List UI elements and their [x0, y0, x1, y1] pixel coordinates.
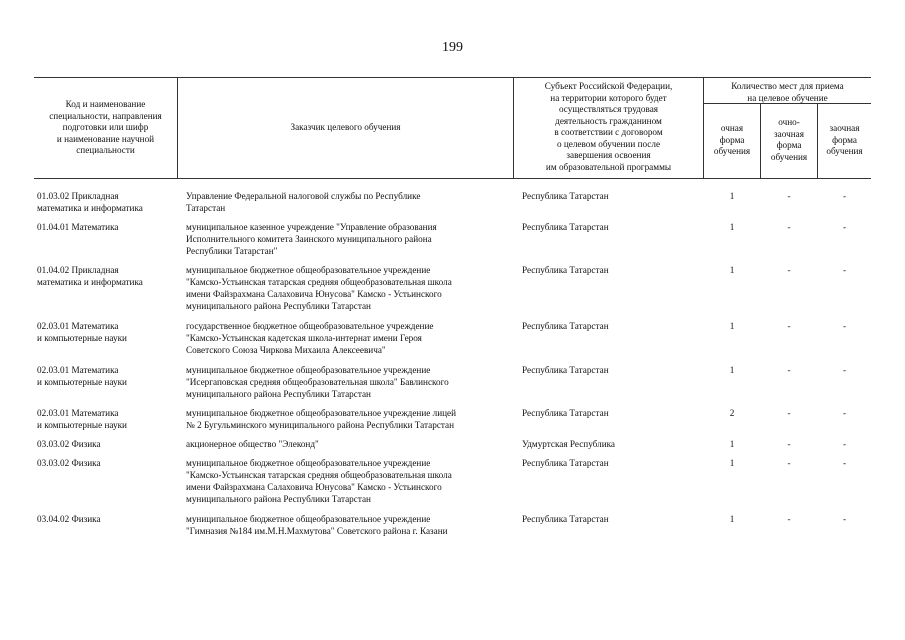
row-extramural-count: - — [842, 439, 847, 449]
row-code — [37, 438, 179, 450]
header-line: форма — [776, 140, 802, 150]
row-code — [37, 221, 179, 233]
row-code-line: 02.03.01 Математика — [37, 321, 119, 331]
header-code — [34, 99, 177, 157]
row-customer-line: "Гимназия №184 им.М.Н.Махмутова" Советского района г. Казани — [186, 526, 448, 536]
row-customer — [186, 407, 516, 431]
row-region: Удмуртская Республика — [522, 439, 616, 449]
header-line: специальности, направления — [49, 110, 162, 121]
header-line: о целевом обучении после — [556, 138, 661, 149]
row-region: Республика Татарстан — [522, 321, 609, 331]
row-customer-line: муниципального района Республики Татарстан — [186, 301, 371, 311]
row-customer — [186, 264, 516, 312]
header-line: обучения — [713, 146, 751, 156]
header-line: заочная — [829, 123, 860, 133]
row-customer-line: № 2 Бугульминского муниципального района Республики Татарстан — [186, 420, 455, 430]
row-code-line: 03.04.02 Физика — [37, 514, 101, 524]
row-part-time-count: - — [787, 321, 791, 331]
header-line: и наименование научной — [56, 133, 155, 144]
row-customer-line: "Камско-Устьинская татарская средняя общеобразовательная школа — [186, 277, 452, 287]
row-customer-line: Татарстан — [186, 203, 226, 213]
header-places — [704, 81, 871, 104]
row-code-line: 01.03.02 Прикладная — [37, 191, 119, 201]
row-customer-line: "Камско-Устьинская татарская средняя общеобразовательная школа — [186, 470, 452, 480]
row-code — [37, 264, 179, 288]
header-full-time — [704, 123, 760, 158]
row-customer-line: имени Файзрахмана Салаховича Юнусова" Камско - Устьинского — [186, 289, 442, 299]
row-extramural-count: - — [842, 365, 847, 375]
row-part-time-count: - — [787, 265, 791, 275]
row-code-line: и компьютерные науки — [37, 333, 127, 343]
row-customer-line: муниципальное бюджетное общеобразовательное учреждение — [186, 265, 431, 275]
row-full-time-count: 1 — [729, 365, 735, 375]
row-customer-line: муниципального района Республики Татарстан — [186, 494, 371, 504]
row-part-time-count: - — [787, 458, 791, 468]
row-region: Республика Татарстан — [522, 408, 609, 418]
row-part-time-count: - — [787, 222, 791, 232]
row-region: Республика Татарстан — [522, 514, 609, 524]
header-line: Код и наименование — [65, 99, 146, 109]
header-line: обучения — [826, 146, 863, 156]
row-part-time-count: - — [787, 191, 791, 201]
row-code-line: 03.03.02 Физика — [37, 439, 101, 449]
header-line: форма — [719, 134, 745, 145]
table-top-border — [34, 77, 871, 78]
row-extramural-count: - — [842, 321, 847, 331]
row-code-line: математика и информатика — [37, 277, 143, 287]
row-customer-line: Республики Татарстан" — [186, 246, 278, 256]
table-header-bottom-border — [34, 178, 871, 179]
row-region: Республика Татарстан — [522, 458, 609, 468]
row-customer-line: акционерное общество "Элеконд" — [186, 439, 319, 449]
row-customer — [186, 190, 516, 214]
row-part-time-count: - — [787, 514, 791, 524]
header-line: осуществляться трудовая — [558, 104, 659, 114]
row-customer — [186, 320, 516, 356]
row-region: Республика Татарстан — [522, 191, 609, 201]
header-extramural — [818, 123, 871, 158]
row-customer-line: муниципальное бюджетное общеобразовательное учреждение лицей — [186, 408, 457, 418]
row-customer-line: муниципальное бюджетное общеобразовательное учреждение — [186, 365, 431, 375]
row-code-line: 01.04.01 Математика — [37, 222, 119, 232]
row-extramural-count: - — [842, 191, 847, 201]
header-line: подготовки или шифр — [62, 122, 149, 132]
row-full-time-count: 1 — [729, 514, 735, 524]
row-code-line: математика и информатика — [37, 203, 143, 213]
row-customer-line: Советского Союза Чиркова Михаила Алексеевича" — [186, 345, 386, 355]
header-line: на территории которого будет — [550, 92, 667, 103]
row-customer — [186, 457, 516, 505]
header-line: Количество мест для приема — [731, 81, 844, 91]
row-customer-line: государственное бюджетное общеобразовательное учреждение — [186, 321, 434, 331]
row-customer-line: муниципальное бюджетное общеобразовательное учреждение — [186, 458, 431, 468]
row-customer-line: "Камско-Устьинская кадетская школа-интернат имени Героя — [186, 333, 422, 343]
row-extramural-count: - — [842, 514, 847, 524]
row-customer — [186, 513, 516, 537]
row-code-line: 03.03.02 Физика — [37, 458, 101, 468]
row-customer-line: "Исергаповская средняя общеобразовательная школа" Бавлинского — [186, 377, 449, 387]
row-extramural-count: - — [842, 458, 847, 468]
row-full-time-count: 1 — [729, 222, 735, 232]
header-line: очно- — [778, 117, 800, 127]
row-code-line: 01.04.02 Прикладная — [37, 265, 119, 275]
row-full-time-count: 1 — [729, 265, 735, 275]
row-part-time-count: - — [787, 439, 791, 449]
row-code — [37, 190, 179, 214]
row-full-time-count: 1 — [729, 321, 735, 331]
header-line: заочная — [774, 128, 804, 139]
header-region — [514, 81, 703, 173]
row-region: Республика Татарстан — [522, 365, 609, 375]
row-extramural-count: - — [842, 265, 847, 275]
row-customer-line: Исполнительного комитета Заинского муниципального района — [186, 234, 432, 244]
header-line: очная — [720, 123, 744, 133]
row-customer — [186, 221, 516, 257]
header-line: деятельность гражданином — [555, 115, 662, 126]
header-line: форма — [832, 134, 857, 145]
row-full-time-count: 2 — [729, 408, 735, 418]
header-line: в соответствии с договором — [554, 127, 663, 137]
row-customer-line: Управление Федеральной налоговой службы по Республике — [186, 191, 421, 201]
row-code-line: и компьютерные науки — [37, 420, 127, 430]
row-code-line: и компьютерные науки — [37, 377, 127, 387]
row-customer-line: муниципального района Республики Татарстан — [186, 389, 371, 399]
row-customer-line: муниципальное казенное учреждение "Управление образования — [186, 222, 437, 232]
header-part-time — [761, 117, 817, 163]
page-number: 199 — [442, 40, 463, 55]
row-part-time-count: - — [787, 365, 791, 375]
row-full-time-count: 1 — [729, 191, 735, 201]
header-customer — [178, 122, 513, 134]
header-line: им образовательной программы — [545, 161, 672, 172]
row-customer — [186, 364, 516, 400]
row-code-line: 02.03.01 Математика — [37, 408, 119, 418]
header-line: Заказчик целевого обучения — [290, 122, 401, 132]
row-full-time-count: 1 — [729, 458, 735, 468]
header-line: Субъект Российской Федерации, — [544, 81, 673, 91]
row-extramural-count: - — [842, 408, 847, 418]
header-line: специальности — [76, 145, 135, 155]
row-part-time-count: - — [787, 408, 791, 418]
row-customer-line: муниципальное бюджетное общеобразовательное учреждение — [186, 514, 431, 524]
row-customer — [186, 438, 516, 450]
header-line: обучения — [770, 151, 808, 162]
row-code-line: 02.03.01 Математика — [37, 365, 119, 375]
row-code — [37, 407, 179, 431]
row-region: Республика Татарстан — [522, 265, 609, 275]
row-customer-line: имени Файзрахмана Салаховича Юнусова" Камско - Устьинского — [186, 482, 442, 492]
row-code — [37, 457, 179, 469]
row-code — [37, 320, 179, 344]
row-full-time-count: 1 — [729, 439, 735, 449]
row-code — [37, 364, 179, 388]
row-region: Республика Татарстан — [522, 222, 609, 232]
row-extramural-count: - — [842, 222, 847, 232]
header-line: на целевое обучение — [747, 92, 828, 103]
header-line: завершения освоения — [566, 150, 651, 160]
row-code — [37, 513, 179, 525]
